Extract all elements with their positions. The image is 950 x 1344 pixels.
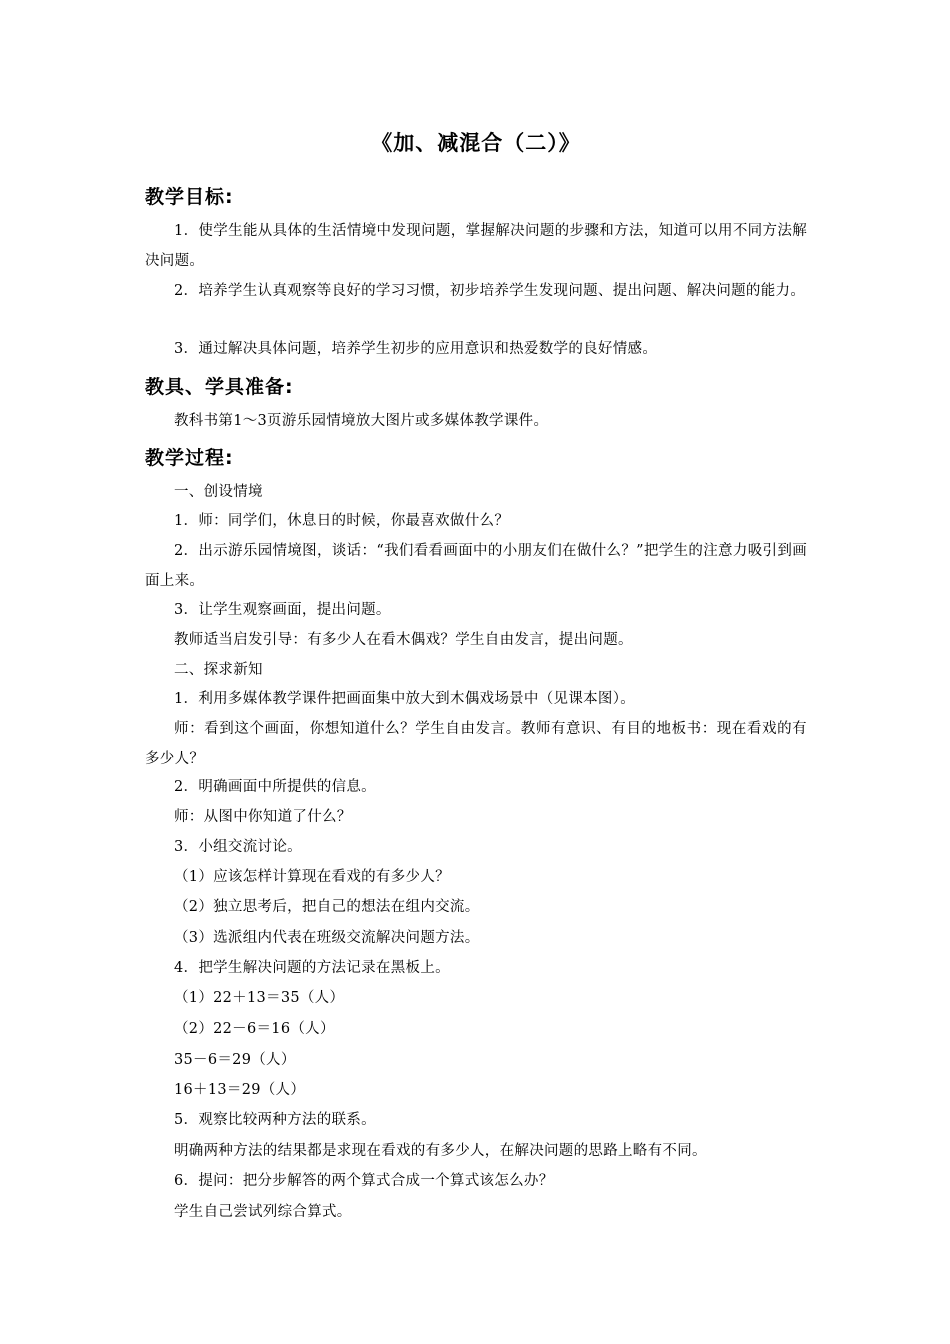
- paragraph: 4．把学生解决问题的方法记录在黑板上。: [174, 960, 450, 976]
- paragraph: 师：从图中你知道了什么？: [174, 809, 352, 825]
- paragraph: 教科书第1～3页游乐园情境放大图片或多媒体教学课件。: [174, 413, 549, 429]
- paragraph: （3）选派组内代表在班级交流解决问题方法。: [174, 930, 480, 946]
- paragraph: 师：看到这个画面，你想知道什么？学生自由发言。教师有意识、有目的地板书：现在看戏的有多少人？: [145, 721, 807, 767]
- section-heading-process: 教学过程:: [145, 447, 234, 469]
- equation-line: 35－6＝29（人）: [174, 1052, 296, 1068]
- paragraph: 3．通过解决具体问题，培养学生初步的应用意识和热爱数学的良好情感。: [174, 341, 658, 357]
- paragraph: 2．明确画面中所提供的信息。: [174, 779, 376, 795]
- section-heading-objectives: 教学目标:: [145, 186, 234, 208]
- paragraph: 6．提问：把分步解答的两个算式合成一个算式该怎么办？: [174, 1173, 554, 1189]
- equation-line: 16＋13＝29（人）: [174, 1082, 306, 1098]
- paragraph: 2．培养学生认真观察等良好的学习习惯，初步培养学生发现问题、提出问题、解决问题的能力。: [174, 283, 806, 299]
- paragraph: 2．出示游乐园情境图，谈话：“我们看看画面中的小朋友们在做什么？”把学生的注意力吸引到画面上来。: [145, 543, 807, 589]
- section-heading-materials: 教具、学具准备:: [145, 376, 294, 398]
- equation-line: （2）22－6＝16（人）: [174, 1021, 335, 1037]
- paragraph: 3．让学生观察画面，提出问题。: [174, 602, 391, 618]
- paragraph: 1．师：同学们，休息日的时候，你最喜欢做什么？: [174, 513, 510, 529]
- document-title: 《加、减混合（二）》: [371, 131, 581, 155]
- paragraph: 1．使学生能从具体的生活情境中发现问题，掌握解决问题的步骤和方法，知道可以用不同方法解决问题。: [145, 223, 807, 269]
- paragraph: （1）应该怎样计算现在看戏的有多少人？: [174, 869, 450, 885]
- paragraph: 学生自己尝试列综合算式。: [174, 1204, 352, 1220]
- paragraph: 一、创设情境: [174, 484, 263, 500]
- paragraph: （2）独立思考后，把自己的想法在组内交流。: [174, 899, 480, 915]
- paragraph: 3．小组交流讨论。: [174, 839, 302, 855]
- paragraph: 明确两种方法的结果都是求现在看戏的有多少人，在解决问题的思路上略有不同。: [174, 1143, 707, 1159]
- paragraph: 1．利用多媒体教学课件把画面集中放大到木偶戏场景中（见课本图）。: [174, 691, 636, 707]
- equation-line: （1）22＋13＝35（人）: [174, 990, 345, 1006]
- paragraph: 教师适当启发引导：有多少人在看木偶戏？学生自由发言，提出问题。: [174, 632, 633, 648]
- paragraph: 5．观察比较两种方法的联系。: [174, 1112, 376, 1128]
- paragraph: 二、探求新知: [174, 662, 263, 678]
